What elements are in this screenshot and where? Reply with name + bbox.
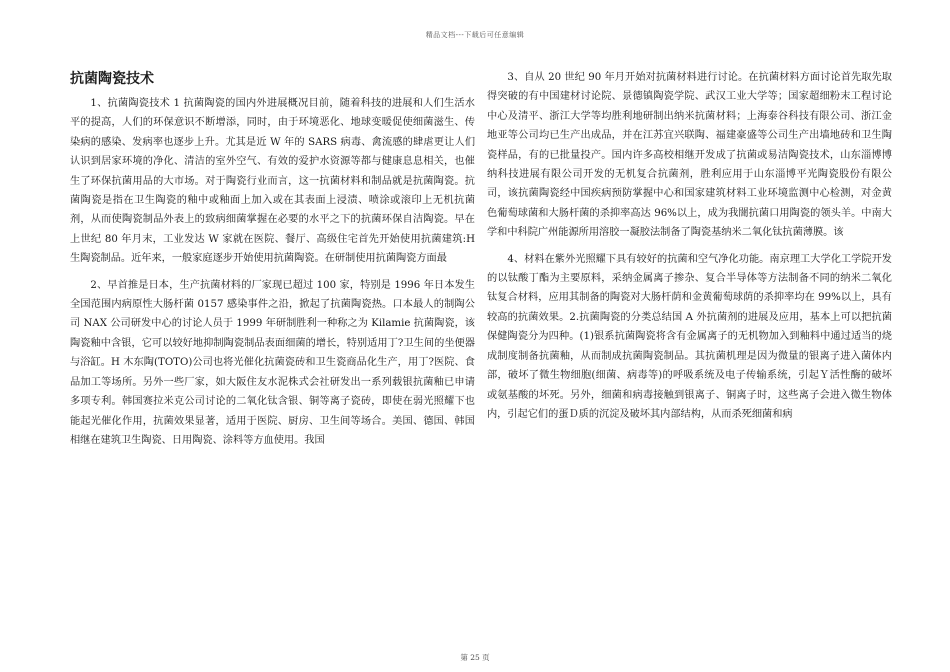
page-header: 精品文档---下载后可任意编辑 (425, 31, 525, 39)
paragraph-2: 2、早首推是日本，生产抗菌材料的厂家现已超过 100 家，特别是 1996 年日本发生全国范围内病原性大肠杆菌 0157 感染事件之沿，掀起了抗菌陶瓷热。口本最人的制陶公司 NAX 公司研发中心的讨论人员于 1999 年研制胜利一种称之为 Kilamie 抗菌陶瓷，该陶瓷釉中含银，它可以较好地抑制陶瓷制品表面细菌的增长，特别适用丁?卫生间的坐便器与浴缸。H 木东陶(TOTO)公司也将光催化抗菌瓷砖和卫生瓷商品化生产，用丁?医院、食品加工等场所。另外一些厂家，如大阪住友水泥株式会社研发出一系列载银抗菌釉已申请多项专利。韩国赛拉米克公司讨论的二氧化钛含银、铜等离子瓷砖，即使在弱光照耀下也能起光催化作用，抗菌效果显著，适用于医院、厨房、卫生间等场合。美国、德国、韩国相继在建筑卫生陶瓷、日用陶瓷、涂料等方血使用。我国 (70, 279, 475, 446)
right-column (487, 68, 892, 431)
document-title: 抗菌陶瓷技术 (70, 71, 154, 87)
page-number: 第 25 页 (460, 653, 490, 662)
paragraph-4: 4、材料在紫外光照耀下具有较好的抗菌和空气净化功能。南京理工大学化工学院开发的以钛酸丁酯为主要原料，采纳金属离子掺杂、复合半导体等方法制备不同的纳米二氧化钛复合材料，应用其制备的陶瓷对大肠杆荫和金黄葡萄球荫的杀抑率均在 99%以上，具有较高的抗菌效果。2.抗菌陶瓷的分类总结国 A 外抗菌剂的进展及应用，基本上可以把抗菌保健陶瓷分为四种。(1)银系抗菌陶瓷将含有金属离子的无机物加入到釉料中通过适当的烧成制度制备抗菌釉，从而制成抗菌陶瓷制品。其抗菌机理是因为微量的银离子进入菌体内部，破坏了微生物细胞(细菌、病毒等)的呼吸系统及电子传输系统，引起Ｙ活性酶的破坏或氨基酸的坏死。另外，细菌和病毒接触到银离子、铜离子时，这些离子会进入微生物体内，引起它们的蛋Ｄ质的沉淀及破坏其内部结构，从而杀死细菌和病 (487, 253, 892, 420)
left-column (70, 68, 475, 457)
paragraph-3: 3、自从 20 世纪 90 年月开始对抗菌材料进行讨论。在抗菌材料方面讨论首先取先取得突破的有中国建材讨论院、景德镇陶瓷学院、武汉工业大学等；国家超细粉末工程讨论中心及清平、浙江大学等均胜利地研制出纳米抗菌材料；上海泰谷科技有限公司、浙江金地亚等公司均已生产出成品，并在江苏宜兴联陶、福建豪盛等公司生产出墙地砖和卫生陶瓷样品，有的已批量投产。国内许多高校相继开发成了抗菌或易洁陶瓷技术，山东淄博博纳科技进展有限公司开发的无机复合抗菌剂，胜利应用于山东淄博平光陶瓷股份有限公司，该抗菌陶瓷经中国疾病预防掌握中心和国家建筑材料工业环境监测中心检测，对金黄色葡萄球菌和大肠杆菌的杀抑率高达 96%以上，成为我闇抗菌口用陶瓷的领头羊。中南大学和中科院广州能源所用溶胶一凝胶法制备了陶瓷基纳米二氧化钛抗菌薄膜。该 (487, 72, 892, 239)
paragraph-1: 1、抗菌陶瓷技术 1 抗菌陶瓷的国内外进展概况目前，随着科技的进展和人们生活水平的提高，人们的环保意识不断增添，同时，由于环境恶化、地球变暖促使细菌滋生、传染病的感染、发病率也逐步上升。尤其是近 W 年的 SARS 病毒、禽流感的肆虐更让人们认识到居家环境的净化、清洁的室外空气、有效的爱护水资源等都与健康息息相关，也催生了环保抗菌用品的大市场。对于陶瓷行业而言，这一抗菌材料和制品就是抗菌陶瓷。抗菌陶瓷是指在卫生陶瓷的釉中或釉面上加入或在其表面上浸渍、喷涂或滚印上无机抗菌剂，从而使陶瓷制品外表上的致病细菌掌握在必要的水平之下的抗菌环保自洁陶瓷。早在上世纪 80 年月末，工业发达 W 家就在医院、餐厅、高级住宅首先开始使用抗菌建筑:H 生陶瓷制品。近年来，一般家庭逐步开始使用抗菌陶瓷。在研制使用抗菌陶瓷方面最 (70, 98, 476, 265)
